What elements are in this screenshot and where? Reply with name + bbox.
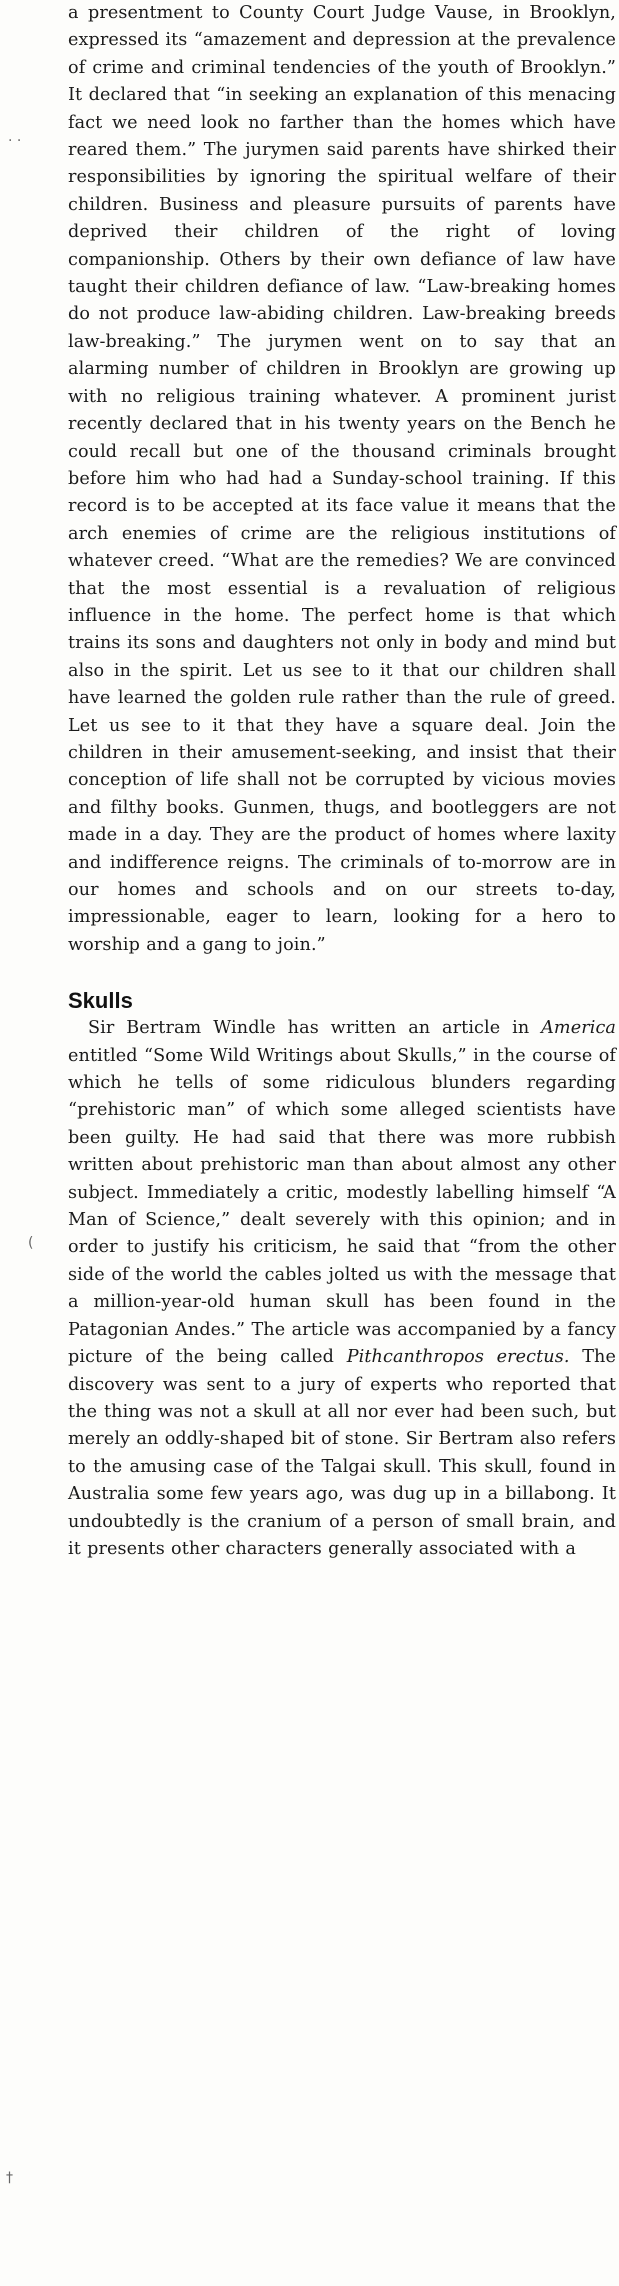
margin-speck: ( — [28, 1235, 34, 1251]
skulls-text-part-1: Sir Bertram Windle has written an article in — [88, 1018, 542, 1039]
article-body-juvenile-crime — [68, 0, 616, 959]
text-column — [68, 0, 616, 1563]
margin-speck: † — [6, 2170, 13, 2186]
section-gap — [68, 959, 616, 987]
section-heading-skulls: Skulls — [68, 988, 133, 1014]
magazine-title: America — [541, 1018, 616, 1039]
skulls-text-part-3: The discovery was sent to a jury of experts who reported that the thing was not a skull at all nor ever had been such, but merely an oddly-shaped bit of stone. Sir Bertram also refers to the amusing case of the Talgai skull. This skull, found in Australia some few years ago, was dug up in a billabong. It undoubtedly is the cranium of a person of small brain, and it presents other characters generally associated with a — [68, 1347, 616, 1559]
article-body-text: a presentment to County Court Judge Vause, in Brooklyn, expressed its “amazement and depression at the prevalence of crime and criminal tendencies of the youth of Brooklyn.” It declared that “in seeking an explanation of this menacing fact we need look no farther than the homes which have reared them.” The jurymen said parents have shirked their responsibilities by ignoring the spiritual welfare of their children. Business and pleasure pursuits of parents have deprived their children of the right of loving companionship. Others by their own defiance of law have taught their children defiance of law. “Law-breaking homes do not produce law-abiding children. Law-breaking breeds law-breaking.” The jurymen went on to say that an alarming number of children in Brooklyn are growing up with no religious training whatever. A prominent jurist recently declared that in his twenty years on the Bench he could recall but one of the thousand criminals brought before him who had had a Sunday-school training. If this record is to be accepted at its face value it means that the arch enemies of crime are the religious institutions of whatever creed. “What are the remedies? We are convinced that the most essential is a revaluation of religious influence in the home. The perfect home is that which trains its sons and daughters not only in body and mind but also in the spirit. Let us see to it that our children shall have learned the golden rule rather than the rule of greed. Let us see to it that they have a square deal. Join the children in their amusement-seeking, and insist that their conception of life shall not be corrupted by vicious movies and filthy books. Gunmen, thugs, and bootleggers are not made in a day. They are the product of homes where laxity and indifference reigns. The criminals of to-morrow are in our homes and schools and on our streets to-day, impressionable, eager to learn, looking for a hero to worship and a gang to join.” — [68, 3, 616, 955]
species-name: Pithcanthropos erectus. — [346, 1347, 570, 1368]
skulls-text-part-2: entitled “Some Wild Writings about Skulls,” in the course of which he tells of some ridiculous blunders regarding “prehistoric man” of which some alleged scientists have been guilty. He had said that there was more rubbish written about prehistoric man than about almost any other subject. Immediately a critic, modestly labelling himself “A Man of Science,” dealt severely with this opinion; and in order to justify his criticism, he said that “from the other side of the world the cables jolted us with the message that a million-year-old human skull has been found in the Patagonian Andes.” The article was accompanied by a fancy picture of the being called — [68, 1045, 616, 1368]
margin-speck: · · — [8, 133, 22, 149]
article-body-skulls — [68, 1015, 616, 1563]
